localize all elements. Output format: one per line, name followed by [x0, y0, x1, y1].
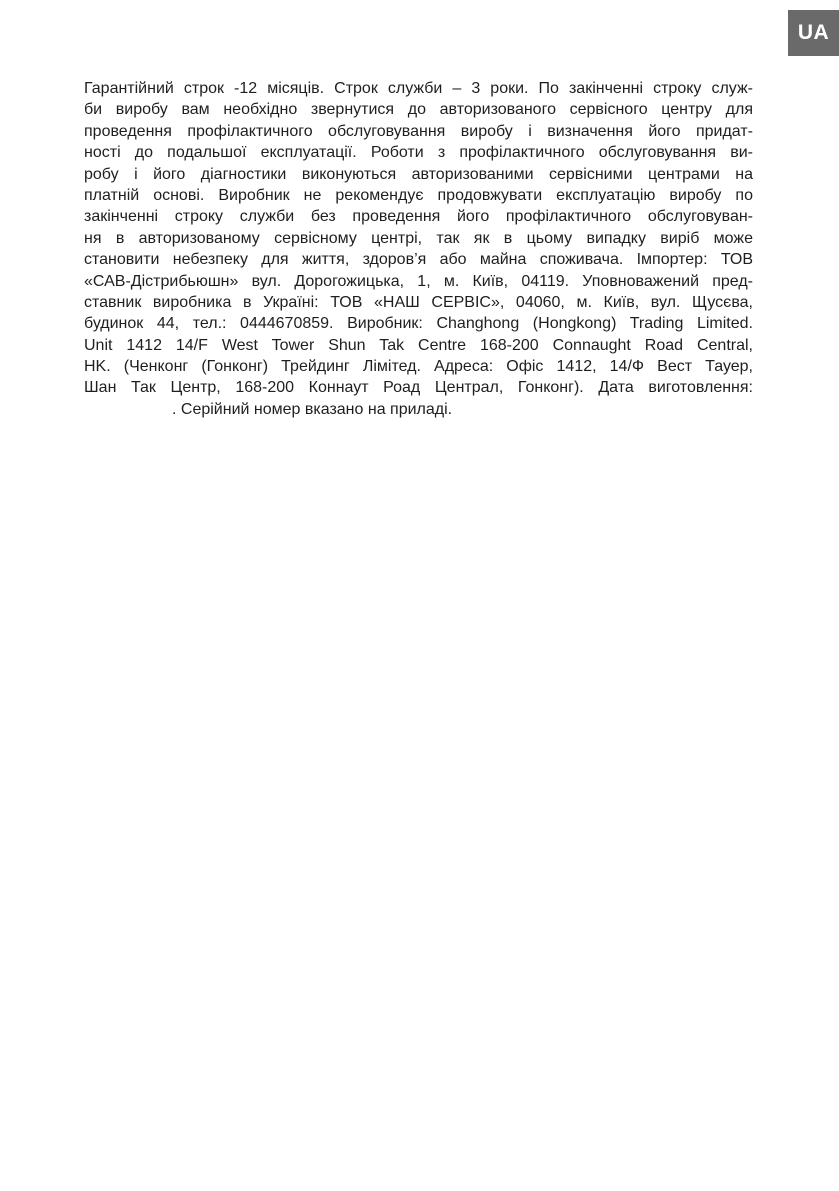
text-line: проведення профілактичного обслуговування виробу і визначення його придат-: [84, 122, 753, 140]
serial-number-note: . Серійний номер вказано на приладі.: [172, 400, 453, 418]
text-line: будинок 44, тел.: 0444670859. Виробник: Changhong (Hongkong) Trading Limited.: [84, 315, 753, 333]
text-line: робу і його діагностики виконуються авторизованими сервісними центрами на: [84, 165, 753, 183]
text-line: HK. (Ченконг (Гонконг) Трейдинг Лімітед. Адреса: Офіс 1412, 14/Ф Вест Тауер,: [84, 358, 753, 376]
text-line: би виробу вам необхідно звернутися до авторизованого сервісного центру для: [84, 101, 753, 119]
text-line: Шан Так Центр, 168-200 Коннаут Роад Централ, Гонконг). Дата виготовлення:: [84, 379, 753, 397]
text-line: Unit 1412 14/F West Tower Shun Tak Centre 168-200 Connaught Road Central,: [84, 336, 753, 354]
text-line: ня в авторизованому сервісному центрі, так як в цьому випадку виріб може: [84, 229, 753, 247]
warranty-text: [84, 78, 753, 420]
text-line: закінченні строку служби без проведення його профілактичного обслуговуван-: [84, 208, 753, 226]
text-line: ставник виробника в Україні: ТОВ «НАШ СЕРВІС», 04060, м. Київ, вул. Щусєва,: [84, 293, 753, 311]
text-line: Гарантійний строк -12 місяців. Строк служби – 3 роки. По закінченні строку служ-: [84, 80, 753, 97]
text-line: «САВ-Дістрибьюшн» вул. Дорогожицька, 1, м. Київ, 04119. Уповноважений пред-: [84, 272, 753, 290]
text-line: платній основі. Виробник не рекомендує продовжувати експлуатацію виробу по: [84, 186, 753, 204]
language-tab: UA: [788, 10, 839, 56]
text-line-last: [84, 399, 753, 420]
text-line: ності до подальшої експлуатації. Роботи з профілактичного обслуговування ви-: [84, 144, 753, 162]
text-line: становити небезпеку для життя, здоров’я або майна споживача. Імпортер: ТОВ: [84, 251, 753, 269]
